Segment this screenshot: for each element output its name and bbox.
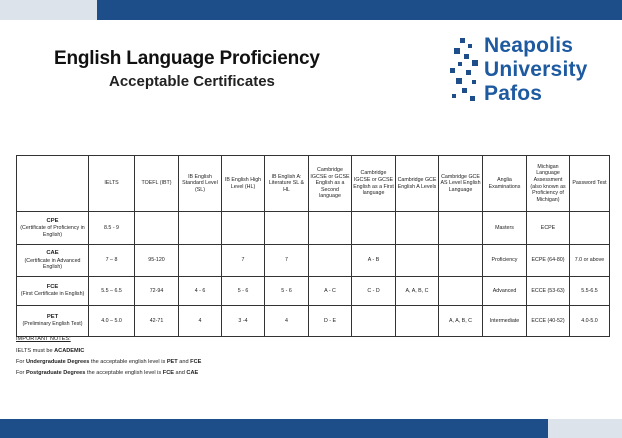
logo-wordmark (484, 34, 588, 106)
table-cell: A - B (352, 245, 396, 277)
table-cell: 5 - 6 (265, 277, 309, 306)
note-strong: FCE (190, 359, 202, 365)
table-cell: 3 -4 (222, 306, 265, 337)
table-cell (352, 212, 396, 245)
row-header-cpe (17, 212, 89, 245)
table-cell: ECCE (53-63) (527, 277, 570, 306)
table-cell (439, 212, 483, 245)
top-band-light (0, 0, 97, 20)
table-cell: 7 – 8 (89, 245, 135, 277)
certificates-table (16, 155, 610, 337)
table-cell (222, 212, 265, 245)
table-cell: 4 (265, 306, 309, 337)
col-header-password: Password Test (570, 156, 610, 212)
row-full-name: (Preliminary English Test) (22, 321, 83, 328)
table-cell (570, 212, 610, 245)
table-cell: A, A, B, C (439, 306, 483, 337)
note-undergraduate (16, 359, 201, 365)
logo-line-3: Pafos (484, 82, 543, 105)
table-cell (396, 212, 439, 245)
note-text: and (177, 359, 191, 365)
table-cell: 4.0-5.0 (570, 306, 610, 337)
table-cell: Intermediate (483, 306, 527, 337)
table-cell: Advanced (483, 277, 527, 306)
row-name: PET (46, 314, 59, 321)
page-title: English Language Proficiency (54, 48, 320, 69)
table-cell (396, 306, 439, 337)
table-cell (179, 212, 222, 245)
table-header-row (17, 156, 610, 212)
col-header-gce-as-level: Cambridge GCE AS Level English Language (439, 156, 483, 212)
logo-line-2: University (484, 58, 588, 81)
table-cell (265, 212, 309, 245)
col-header-ib-literature: IB English A: Literature SL & HL (265, 156, 309, 212)
col-header-gce-a-levels: Cambridge GCE English A Levels (396, 156, 439, 212)
col-header-toefl: TOEFL (IBT) (135, 156, 179, 212)
table-cell: 4.0 – 5.0 (89, 306, 135, 337)
table-cell (309, 212, 352, 245)
row-name: FCE (46, 284, 59, 291)
table-cell: 95-120 (135, 245, 179, 277)
row-name: CAE (46, 250, 59, 257)
col-header-ib-sl: IB English Standard Level (SL) (179, 156, 222, 212)
table-cell (179, 245, 222, 277)
table-cell: A, A, B, C (396, 277, 439, 306)
bottom-band-dark (0, 419, 548, 438)
table-cell: 7.0 or above (570, 245, 610, 277)
col-header-igcse-first: Cambridge IGCSE or GCSE English as a First language (352, 156, 396, 212)
table-cell (439, 277, 483, 306)
university-logo (442, 34, 612, 108)
row-header-cae (17, 245, 89, 277)
note-text: the acceptable english level is (85, 370, 163, 376)
col-header-igcse-second: Cambridge IGCSE or GCSE English as a Second language (309, 156, 352, 212)
note-text: For (16, 370, 26, 376)
note-text: the acceptable english level is (89, 359, 167, 365)
table-cell: 4 (179, 306, 222, 337)
table-cell: 7 (265, 245, 309, 277)
table-cell: 5.5-6.5 (570, 277, 610, 306)
table-row (17, 212, 610, 245)
table-cell: 4 - 6 (179, 277, 222, 306)
table-cell: Proficiency (483, 245, 527, 277)
col-header-michigan: Michigan Language Assessment (also known as Proficiency of Michigan) (527, 156, 570, 212)
table-cell (309, 245, 352, 277)
table-cell: D - E (309, 306, 352, 337)
note-text: IELTS must be (16, 348, 55, 354)
table-cell: 42-71 (135, 306, 179, 337)
top-band-dark (97, 0, 622, 20)
table-row (17, 277, 610, 306)
table-cell (396, 245, 439, 277)
note-text: and (173, 370, 187, 376)
page-subtitle: Acceptable Certificates (109, 73, 275, 90)
note-postgraduate (16, 370, 201, 376)
table-cell: C - D (352, 277, 396, 306)
note-strong: FCE (162, 370, 174, 376)
table-cell: ECPE (527, 212, 570, 245)
table-cell: 72-94 (135, 277, 179, 306)
col-header-ielts: IELTS (89, 156, 135, 212)
row-full-name: (Certificate of Proficiency in English) (20, 225, 85, 238)
row-header-pet (17, 306, 89, 337)
table-cell: 5 - 6 (222, 277, 265, 306)
logo-line-1: Neapolis (484, 34, 574, 57)
notes-heading: IMPORTANT NOTES: (16, 336, 71, 342)
table-cell: 8.5 - 9 (89, 212, 135, 245)
note-strong: CAE (186, 370, 199, 376)
col-header-anglia: Anglia Examinations (483, 156, 527, 212)
table-cell: ECPE (64-80) (527, 245, 570, 277)
row-header-fce (17, 277, 89, 306)
row-full-name: (Certificate in Advanced English) (24, 257, 81, 271)
logo-dots-icon (442, 34, 482, 108)
table-cell (352, 306, 396, 337)
col-header-blank (17, 156, 89, 212)
bottom-band-light (548, 419, 622, 438)
table-cell (135, 212, 179, 245)
note-ielts (16, 348, 201, 354)
note-strong: Postgraduate Degrees (25, 370, 86, 376)
col-header-ib-hl: IB English High Level (HL) (222, 156, 265, 212)
table-cell: ECCE (40-52) (527, 306, 570, 337)
table-cell: A - C (309, 277, 352, 306)
note-strong: Undergraduate Degrees (25, 359, 90, 365)
table-cell: Masters (483, 212, 527, 245)
note-text: For (16, 359, 26, 365)
table-row (17, 245, 610, 277)
table-cell (439, 245, 483, 277)
table-cell: 7 (222, 245, 265, 277)
table-cell: 5.5 – 6.5 (89, 277, 135, 306)
row-full-name: (First Certificate in English) (20, 291, 85, 298)
table-row (17, 306, 610, 337)
note-strong: PET (166, 359, 178, 365)
row-name: CPE (46, 217, 59, 224)
note-strong: ACADEMIC (54, 348, 85, 354)
important-notes (16, 336, 201, 381)
